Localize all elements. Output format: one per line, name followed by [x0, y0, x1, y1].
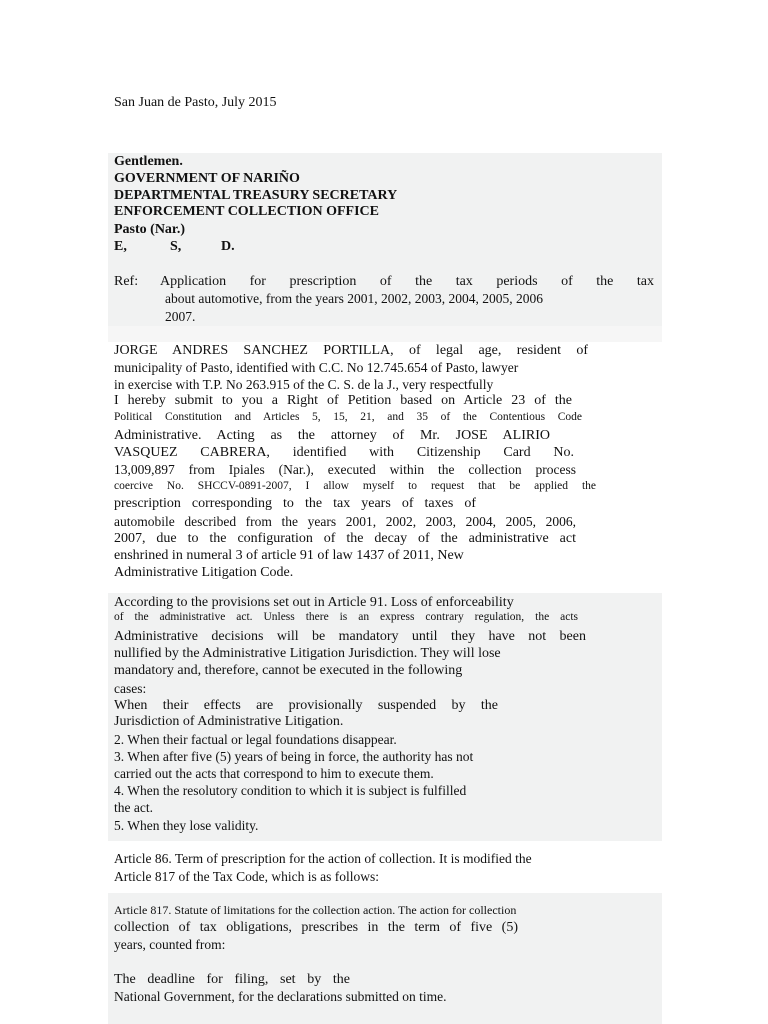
article91-line-2: of the administrative act. Unless there is an express contrary regulation, the acts: [114, 612, 578, 623]
article91-line-12: 4. When the resolutory condition to which it is subject is fulfilled: [114, 783, 467, 798]
petition-line-14: Administrative Litigation Code.: [114, 565, 294, 580]
addressee-s: S,: [170, 239, 182, 254]
addressee-city: Pasto (Nar.): [114, 222, 186, 237]
article817-line-1: Article 817. Statute of limitations for the collection action. The action for collection: [114, 903, 517, 917]
petition-line-1: JORGE ANDRES SANCHEZ PORTILLA, of legal age, resident of: [114, 344, 588, 358]
article91-line-1: According to the provisions set out in Article 91. Loss of enforceability: [114, 595, 514, 610]
addressee-line-3: ENFORCEMENT COLLECTION OFFICE: [114, 204, 379, 219]
petition-line-12: 2007, due to the configuration of the decay of the administrative act: [114, 532, 576, 546]
reference-line-1: Application for prescription of the tax periods of the tax: [160, 275, 654, 289]
deadline-line-2: National Government, for the declarations submitted on time.: [114, 989, 447, 1004]
reference-label: Ref:: [114, 274, 139, 289]
petition-line-11: automobile described from the years 2001, 2002, 2003, 2004, 2005, 2006,: [114, 515, 576, 529]
article91-line-7: When their effects are provisionally suspended by the: [114, 699, 498, 713]
addressee-line-2: DEPARTMENTAL TREASURY SECRETARY: [114, 188, 398, 203]
petition-line-6: Administrative. Acting as the attorney of Mr. JOSE ALIRIO: [114, 429, 550, 443]
reference-line-2: about automotive, from the years 2001, 2002, 2003, 2004, 2005, 2006: [165, 291, 543, 306]
addressee-e: E,: [114, 239, 127, 254]
article91-line-4: nullified by the Administrative Litigation Jurisdiction. They will lose: [114, 646, 501, 661]
petition-line-13: enshrined in numeral 3 of article 91 of law 1437 of 2011, New: [114, 548, 464, 563]
petition-line-9: coercive No. SHCCV-0891-2007, I allow myself to request that be applied the: [114, 481, 596, 492]
article91-line-10: 3. When after five (5) years of being in force, the authority has not: [114, 749, 474, 764]
petition-line-7: VASQUEZ CABRERA, identified with Citizenship Card No.: [114, 446, 574, 460]
petition-line-10: prescription corresponding to the tax years of taxes of: [114, 497, 476, 511]
article91-line-11: carried out the acts that correspond to him to execute them.: [114, 766, 434, 781]
article91-line-13: the act.: [114, 800, 153, 815]
article91-line-14: 5. When they lose validity.: [114, 818, 259, 833]
article86-line-2: Article 817 of the Tax Code, which is as follows:: [114, 869, 380, 884]
article91-line-3: Administrative decisions will be mandatory until they have not been: [114, 630, 586, 644]
article817-line-3: years, counted from:: [114, 937, 226, 952]
article91-line-8: Jurisdiction of Administrative Litigation.: [114, 714, 344, 729]
petition-line-8: 13,009,897 from Ipiales (Nar.), executed within the collection process: [114, 463, 576, 477]
addressee-line-1: GOVERNMENT OF NARIÑO: [114, 171, 300, 186]
petition-line-3: in exercise with T.P. No 263.915 of the C. S. de la J., very respectfully: [114, 377, 494, 392]
petition-line-2: municipality of Pasto, identified with C.C. No 12.745.654 of Pasto, lawyer: [114, 360, 519, 375]
deadline-line-1: The deadline for filing, set by the: [114, 973, 350, 987]
salutation: Gentlemen.: [114, 154, 183, 169]
article91-line-5: mandatory and, therefore, cannot be executed in the following: [114, 663, 463, 678]
petition-line-5: Political Constitution and Articles 5, 15, 21, and 35 of the Contentious Code: [114, 412, 582, 423]
date-line: San Juan de Pasto, July 2015: [114, 95, 277, 110]
petition-line-4: I hereby submit to you a Right of Petition based on Article 23 of the: [114, 394, 572, 408]
reference-shade-tail: [108, 326, 662, 342]
article817-line-2: collection of tax obligations, prescribes in the term of five (5): [114, 921, 518, 935]
article86-line-1: Article 86. Term of prescription for the action of collection. It is modified the: [114, 851, 532, 866]
reference-line-3: 2007.: [165, 309, 196, 324]
article91-line-6: cases:: [114, 681, 147, 696]
addressee-d: D.: [221, 239, 235, 254]
article91-line-9: 2. When their factual or legal foundations disappear.: [114, 732, 397, 747]
